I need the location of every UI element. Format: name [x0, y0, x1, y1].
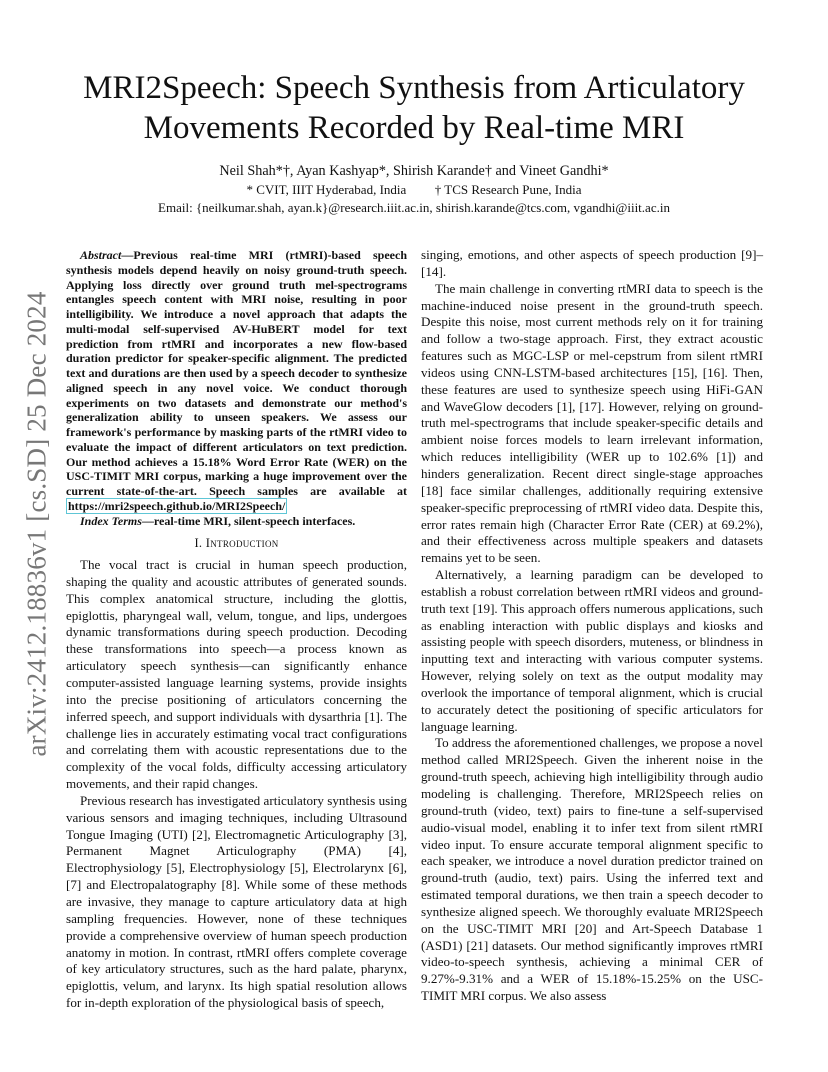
- intro-paragraph-2: Previous research has investigated articulatory synthesis using various sensors and imaging techniques, including Ultrasound Tongue Imaging (UTI) [2], Electromagnetic Articulography [3], Permanent Magnet Articulography (PMA) [4], Electrophysiology [5], Electrophysiology [5], Electrolarynx [6], [7] and Electropalatography [8]. While some of these methods are invasive, they manage to capture articulatory data at high sampling frequencies. However, none of these techniques provide a comprehensive overview of human speech production anatomy in motion. In contrast, rtMRI offers complete coverage of key articulatory structures, such as the hard palate, pharynx, epiglottis, velum, and larynx. Its high spatial resolution allows for in-depth exploration of the physiological basis of speech,: [66, 792, 407, 1011]
- samples-link[interactable]: https://mri2speech.github.io/MRI2Speech/: [68, 498, 286, 513]
- title-line-2: Movements Recorded by Real-time MRI: [143, 110, 685, 146]
- paper-title: [70, 68, 758, 148]
- affiliations: [60, 181, 768, 198]
- intro-paragraph-3: The main challenge in converting rtMRI data to speech is the machine-induced noise present in the ground-truth speech. Despite this noise, most current methods rely on it for training and follow a two-stage approach. First, they extract acoustic features such as MGC-LSP or mel-cepstrum from silent rtMRI videos using CNN-LSTM-based architectures [15], [16]. Then, these features are used to synthesize speech using HiFi-GAN and WaveGlow decoders [1], [17]. However, relying on ground-truth mel-spectrograms that include speaker-specific details and ambient noise forces models to learn irrelevant information, which reduces intelligibility (WER up to 102.6% [1]) and hinders generalization. Recent direct single-stage approaches [18] face similar challenges, additionally requiring extensive speaker-specific preprocessing of rtMRI video data. Despite this, error rates remain high (Character Error Rate (CER) at 69.2%), and their effectiveness across multiple speakers and datasets remains yet to be seen.: [421, 280, 763, 566]
- abstract: [66, 248, 407, 514]
- abstract-label: Abstract: [80, 248, 122, 262]
- right-column: [421, 247, 763, 1005]
- affiliation-1: * CVIT, IIIT Hyderabad, India: [246, 182, 407, 197]
- section-title: Introduction: [205, 536, 279, 551]
- index-terms-label: Index Terms: [80, 513, 142, 528]
- intro-paragraph-5: To address the aforementioned challenges, we propose a novel method called MRI2Speech. Given the inherent noise in the ground-truth speech, achieving high intelligibility through audio modeling is challenging. Therefore, MRI2Speech relies on ground-truth (video, text) pairs to fine-tune a self-supervised audio-visual model, enabling it to infer text from silent rtMRI video input. To ensure accurate temporal alignment specific to each speaker, we introduce a novel duration predictor trained on ground-truth (audio, text) pairs. Using the inferred text and estimated temporal durations, we then train a speech decoder to synthesize aligned speech. We thoroughly evaluate MRI2Speech on the USC-TIMIT MRI [20] and Art-Speech Database 1 (ASD1) [21] datasets. Our method significantly improves rtMRI video-to-speech synthesis, achieving a minimal CER of 9.27%-9.31% and a WER of 15.18%-15.25% on the USC-TIMIT MRI corpus. We also assess: [421, 735, 763, 1004]
- intro-paragraph-4: Alternatively, a learning paradigm can be developed to establish a robust correlation between rtMRI videos and ground-truth text [19]. This approach offers numerous applications, such as enabling interaction with public displays and kiosks and assisting people with speech disorders, muteness, or blindness in inputting text and interacting with various computer systems. However, relying solely on text as the output modality may overlook the importance of temporal alignment, which is crucial to accurately detect the positioning of specific articulators for language learning.: [421, 567, 763, 734]
- intro-paragraph-2-continued: singing, emotions, and other aspects of speech production [9]–[14].: [421, 247, 763, 279]
- index-terms-text: —real-time MRI, silent-speech interfaces.: [141, 513, 356, 528]
- title-line-1: MRI2Speech: Speech Synthesis from Articulatory: [83, 70, 745, 106]
- affiliation-2: † TCS Research Pune, India: [434, 182, 582, 197]
- index-terms: [66, 514, 407, 529]
- section-number: I.: [194, 536, 203, 551]
- section-heading: [66, 535, 407, 552]
- left-column: [66, 248, 407, 1012]
- authors: Neil Shah*†, Ayan Kashyap*, Shirish Karande† and Vineet Gandhi*: [219, 163, 609, 179]
- abstract-text: —Previous real-time MRI (rtMRI)-based speech synthesis models depend heavily on noisy ground-truth speech. Applying loss directly over ground truth mel-spectrograms entangles speech content with MRI noise, resulting in poor intelligibility. We introduce a novel approach that adapts the multi-modal self-supervised AV-HuBERT model for text prediction from rtMRI and incorporates a new flow-based duration predictor for speaker-specific alignment. The predicted text and durations are then used by a speech decoder to synthesize aligned speech in any novel voice. We conduct thorough experiments on two datasets and demonstrate our method's generalization ability to unseen speakers. We assess our framework's performance by masking parts of the rtMRI video to evaluate the impact of different articulators on text prediction. Our method achieves a 15.18% Word Error Rate (WER) on the USC-TIMIT MRI corpus, marking a huge improvement over the current state-of-the-art. Speech samples are available at: [66, 248, 407, 498]
- arxiv-identifier: [22, 286, 52, 762]
- arxiv-identifier-text: arXiv:2412.18836v1 [cs.SD] 25 Dec 2024: [21, 291, 52, 757]
- email-line: Email: {neilkumar.shah, ayan.k}@research.iiit.ac.in, shirish.karande@tcs.com, vgandhi@iiit.ac.in: [158, 200, 670, 215]
- intro-paragraph-1: The vocal tract is crucial in human speech production, shaping the quality and acoustic attributes of generated sounds. This complex anatomical structure, including the glottis, epiglottis, pharyngeal wall, velum, tongue, and lips, undergoes dynamic transformations during speech production. Decoding these transformations into speech—a process known as articulatory speech synthesis—can significantly enhance computer-assisted language learning systems, provide insights into the precise positioning of articulators concerning the inferred speech, and support individuals with dysarthria [1]. The challenge lies in accurately estimating vocal tract configurations and correlating them with acoustic representations due to the complexity of the vocal folds, difficulty accessing articulatory movements, and their rapid changes.: [66, 557, 407, 792]
